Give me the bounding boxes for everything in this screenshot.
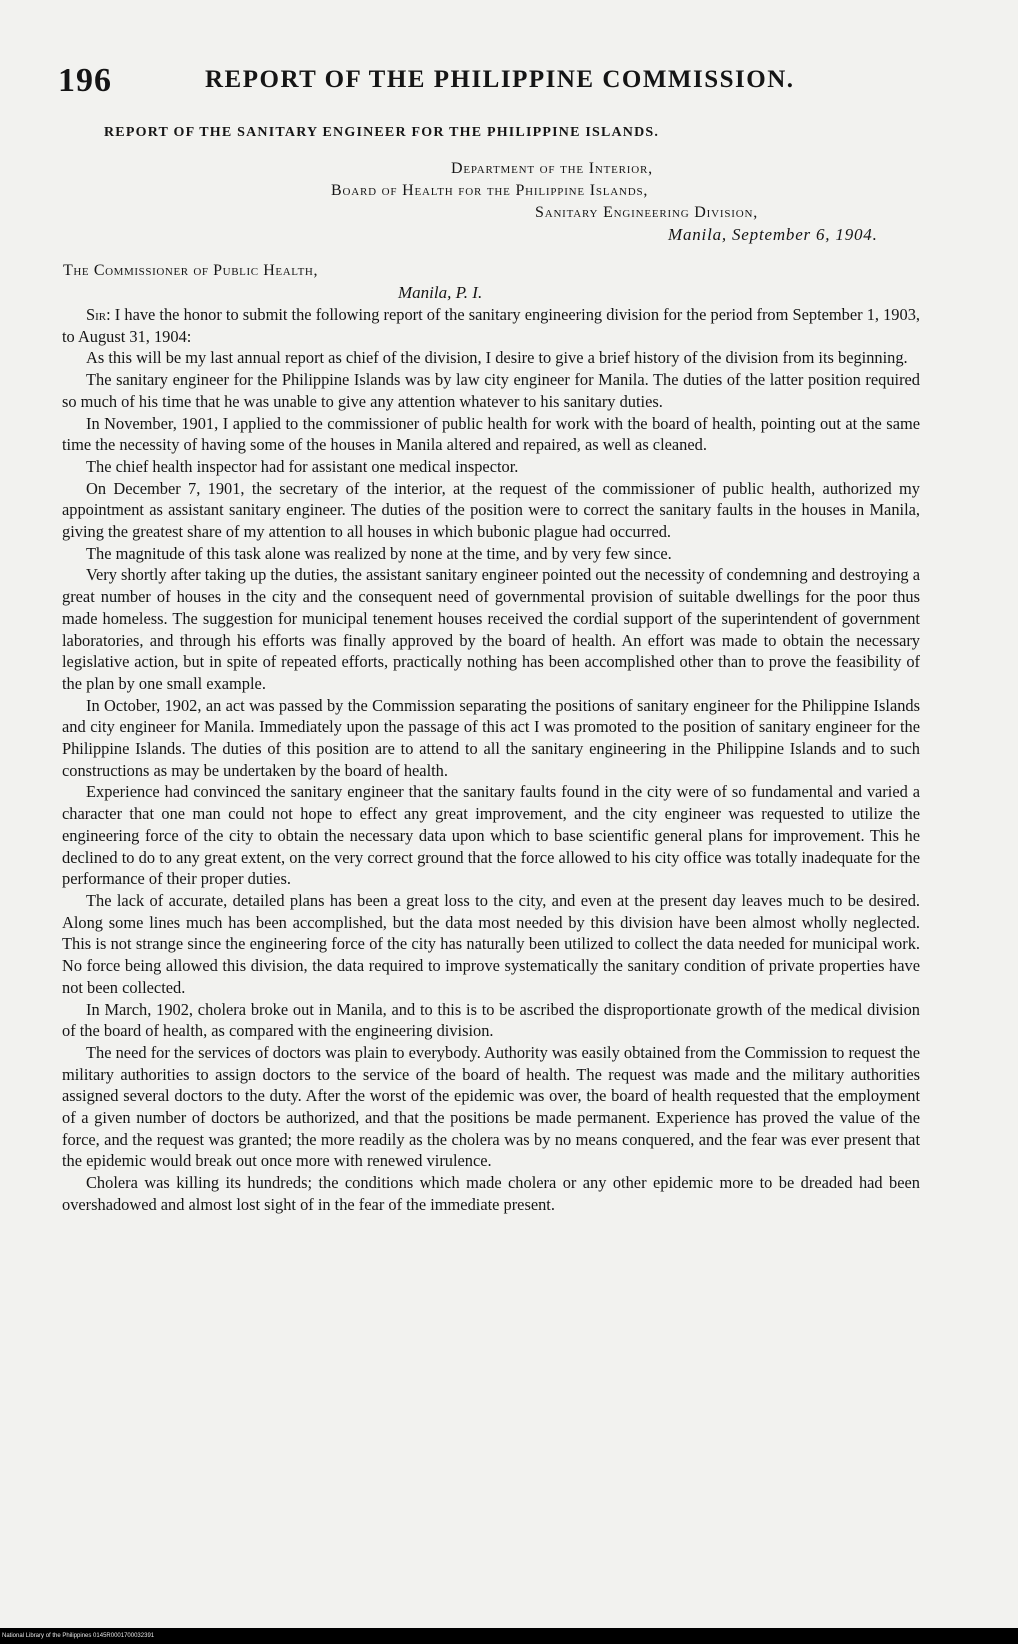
address-line-board: Board of Health for the Philippine Islands, — [331, 182, 649, 199]
salutation: Sir: — [86, 305, 111, 324]
paragraph: Very shortly after taking up the duties, the assistant sanitary engineer pointed out the necessity of condemning and destroying a great number of houses in the city and the consequent need of governmental provision of suitable dwellings for the poor thus made homeless. The suggestion for municipal tenement houses received the cordial support of the superintendent of government laboratories, and through his efforts was finally approved by the board of health. An effort was made to obtain the necessary legislative action, but in spite of repeated efforts, practically nothing has been accomplished other than to prove the feasibility of the plan by one small example. — [62, 565, 920, 693]
paragraph: In March, 1902, cholera broke out in Manila, and to this is to be ascribed the disproportionate growth of the medical division of the board of health, as compared with the engineering division. — [62, 999, 920, 1041]
recipient-location: Manila, P. I. — [398, 283, 483, 302]
paragraph: In October, 1902, an act was passed by the Commission separating the positions of sanitary engineer for the Philippine Islands and city engineer for Manila. Immediately upon the passage of this act I was promoted to the position of sanitary engineer for the Philippine Islands. The duties of this position are to attend to all the sanitary engineering in the Philippine Islands and to such constructions as may be undertaken by the board of health. — [62, 695, 920, 780]
paragraph: Experience had convinced the sanitary engineer that the sanitary faults found in the city were of so fundamental and varied a character that one man could not hope to effect any great improvement, and the city engineer was requested to utilize the engineering force of the city to obtain the necessary data upon which to base scientific general plans for improvement. This he declined to do to any great extent, on the very correct ground that the force allowed to his city office was totally inadequate for the performance of their proper duties. — [62, 782, 920, 889]
paragraph: Cholera was killing its hundreds; the conditions which made cholera or any other epidemic more to be dreaded had been overshadowed and almost lost sight of in the fear of the immediate present. — [62, 1173, 920, 1214]
running-head: REPORT OF THE PHILIPPINE COMMISSION. — [205, 66, 795, 93]
paragraph: The chief health inspector had for assistant one medical inspector. — [86, 456, 519, 476]
paragraph — [62, 304, 920, 347]
paragraph: The magnitude of this task alone was realized by none at the time, and by very few since. — [86, 543, 672, 563]
paragraph: The sanitary engineer for the Philippine Islands was by law city engineer for Manila. The duties of the latter position required so much of his time that he was unable to give any attention whatever to his sanitary duties. — [62, 370, 920, 411]
recipient-name: The Commissioner of Public Health, — [63, 262, 319, 279]
report-body — [62, 304, 920, 1216]
address-line-division: Sanitary Engineering Division, — [535, 204, 758, 221]
report-title: REPORT OF THE SANITARY ENGINEER FOR THE PHILIPPINE ISLANDS. — [104, 125, 660, 140]
address-line-department: Department of the Interior, — [451, 160, 653, 177]
paragraph: The need for the services of doctors was plain to everybody. Authority was easily obtained from the Commission to request the military authorities to assign doctors to the service of the board of health. The request was made and the military authorities assigned several doctors to the duty. After the worst of the epidemic was over, the board of health requested that the employment of a given number of doctors be authorized, and that the positions be made permanent. Experience has proved the value of the force, and the request was granted; the more readily as the cholera was by no means conquered, and the fear was ever present that the epidemic would break out once more with renewed virulence. — [62, 1042, 920, 1171]
address-line-date: Manila, September 6, 1904. — [668, 225, 878, 244]
page-number: 196 — [58, 62, 112, 99]
footer-credit: National Library of the Philippines 0145R0001700032391 — [2, 1633, 155, 1639]
paragraph: On December 7, 1901, the secretary of the interior, at the request of the commissioner of public health, authorized my appointment as assistant sanitary engineer. The duties of the position were to correct the sanitary faults in the houses in Manila, giving the greatest share of my attention to all houses in which bubonic plague had occurred. — [62, 478, 920, 542]
paragraph: In November, 1901, I applied to the commissioner of public health for work with the board of health, pointing out at the same time the necessity of having some of the houses in Manila altered and repaired, as well as cleaned. — [62, 413, 920, 455]
paragraph: The lack of accurate, detailed plans has been a great loss to the city, and even at the present day leaves much to be desired. Along some lines much has been accomplished, but the data most needed by this division have been almost wholly neglected. This is not strange since the engineering force of the city has naturally been utilized to collect the data needed for municipal work. No force being allowed this division, the data required to improve systematically the sanitary condition of private properties have not been collected. — [62, 890, 920, 997]
paragraph-text: I have the honor to submit the following report of the sanitary engineering division for the period from September 1, 1903, to August 31, 1904: — [62, 305, 920, 346]
paragraph: As this will be my last annual report as chief of the division, I desire to give a brief history of the division from its beginning. — [86, 348, 908, 368]
